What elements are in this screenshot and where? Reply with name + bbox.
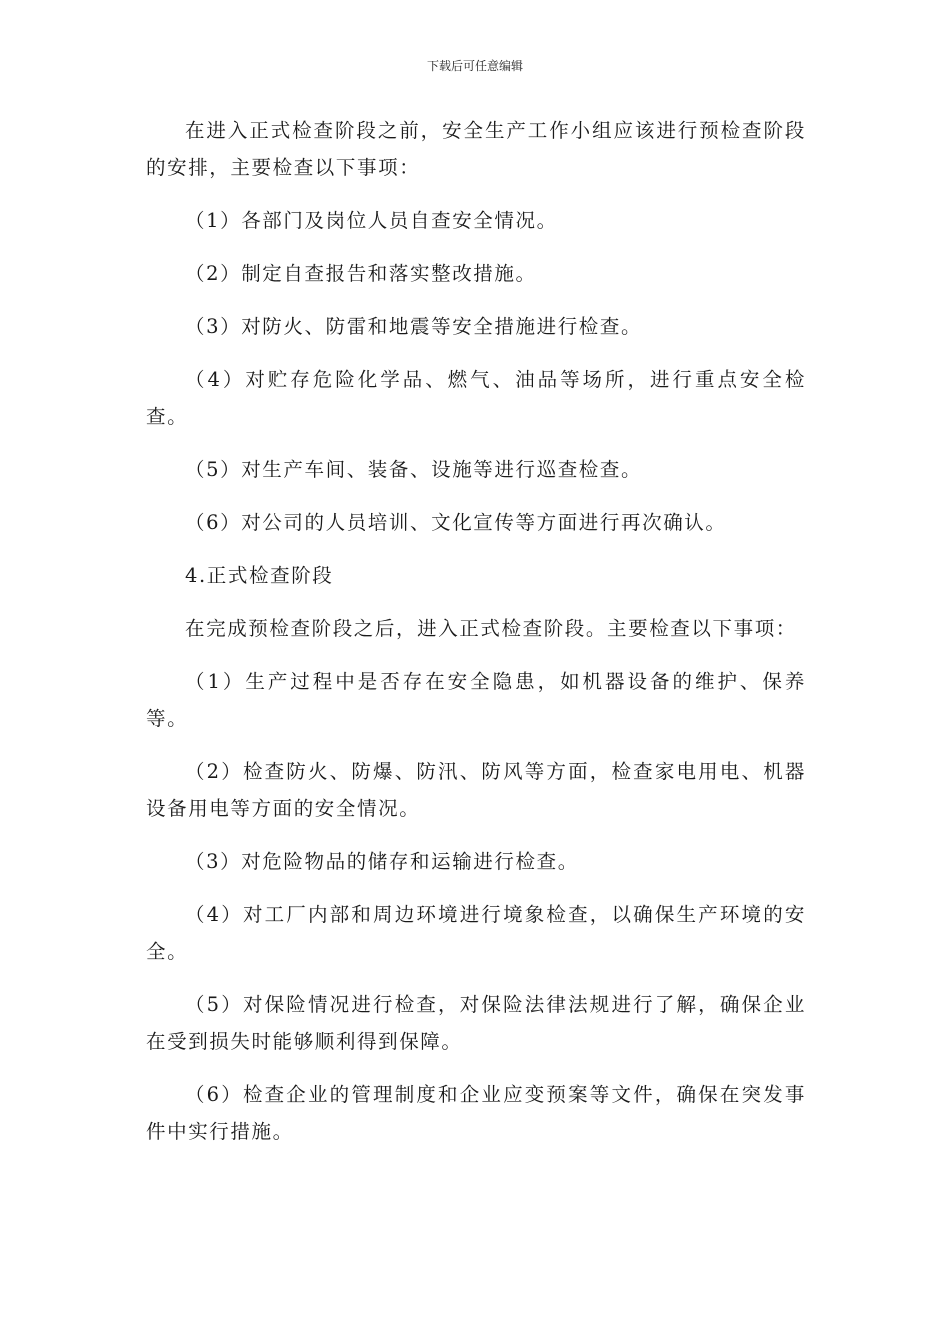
formal-check-item-6: （6）检查企业的管理制度和企业应变预案等文件，确保在突发事件中实行措施。 <box>146 1083 806 1143</box>
formal-check-item-2: （2）检查防火、防爆、防汛、防风等方面，检查家电用电、机器设备用电等方面的安全情况。 <box>146 760 806 820</box>
pre-check-item-6: （6）对公司的人员培训、文化宣传等方面进行再次确认。 <box>185 511 727 534</box>
formal-check-item-5: （5）对保险情况进行检查，对保险法律法规进行了解，确保企业在受到损失时能够顺利得到保障。 <box>146 993 806 1053</box>
pre-check-item-1: （1）各部门及岗位人员自查安全情况。 <box>185 209 558 232</box>
document-body <box>146 112 806 1166</box>
formal-check-intro: 在完成预检查阶段之后，进入正式检查阶段。主要检查以下事项： <box>185 617 797 640</box>
pre-check-item-4: （4）对贮存危险化学品、燃气、油品等场所，进行重点安全检查。 <box>146 368 806 428</box>
section-heading: 4.正式检查阶段 <box>185 564 334 587</box>
formal-check-item-1: （1）生产过程中是否存在安全隐患，如机器设备的维护、保养等。 <box>146 670 806 730</box>
formal-check-item-4: （4）对工厂内部和周边环境进行境象检查，以确保生产环境的安全。 <box>146 903 806 963</box>
intro-paragraph: 在进入正式检查阶段之前，安全生产工作小组应该进行预检查阶段的安排，主要检查以下事项： <box>146 119 806 179</box>
pre-check-item-3: （3）对防火、防雷和地震等安全措施进行检查。 <box>185 315 643 338</box>
page-header: 下载后可任意编辑 <box>426 59 523 73</box>
pre-check-item-2: （2）制定自查报告和落实整改措施。 <box>185 262 537 285</box>
formal-check-item-3: （3）对危险物品的储存和运输进行检查。 <box>185 850 579 873</box>
pre-check-item-5: （5）对生产车间、装备、设施等进行巡查检查。 <box>185 458 643 481</box>
